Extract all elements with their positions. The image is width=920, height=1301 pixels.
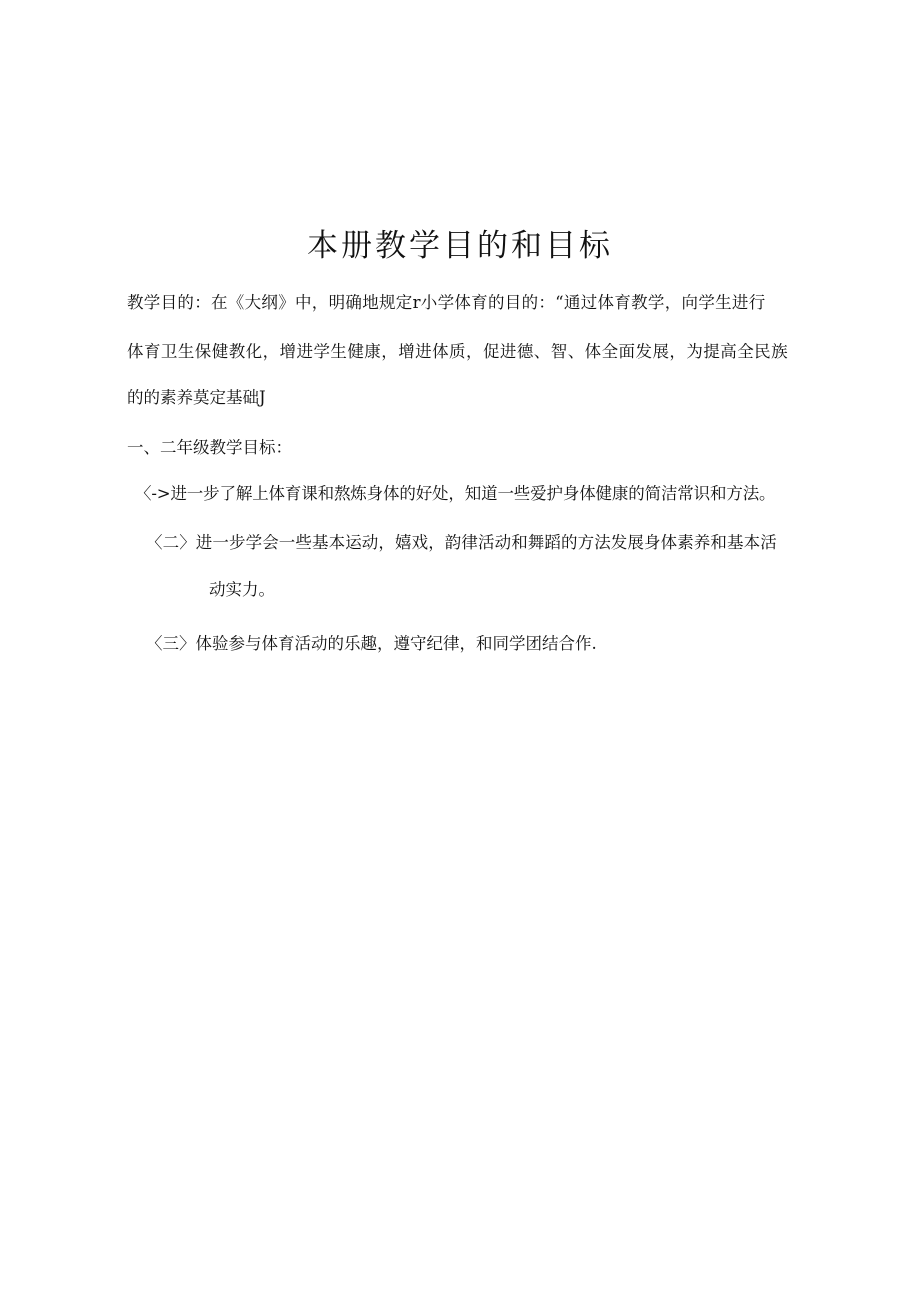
goal-item-1: 〈->进一步了解上体育课和熬炼身体的好处，知道一些爱护身体健康的简洁常识和方法。 [135, 484, 776, 503]
purpose-line-2: 体育卫生保健教化，增进学生健康，增进体质，促进德、智、体全面发展，为提高全民族 [127, 342, 789, 361]
purpose-line-3: 的的素养莫定基础J [127, 388, 266, 407]
section-heading: 一、二年级教学目标： [127, 438, 292, 457]
purpose-line-1: 教学目的：在《大纲》中，明确地规定r小学体育的目的：“通过体育教学，向学生进行 [127, 293, 766, 312]
goal-item-2-continuation: 动实力。 [209, 580, 275, 599]
document-title: 本册教学目的和目标 [307, 228, 613, 264]
goal-item-3: 〈三〉体验参与体育活动的乐趣，遵守纪律，和同学团结合作. [146, 634, 597, 653]
goal-item-2: 〈二〉进一步学会一些基本运动，嬉戏，韵律活动和舞蹈的方法发展身体素养和基本活 [146, 533, 777, 552]
